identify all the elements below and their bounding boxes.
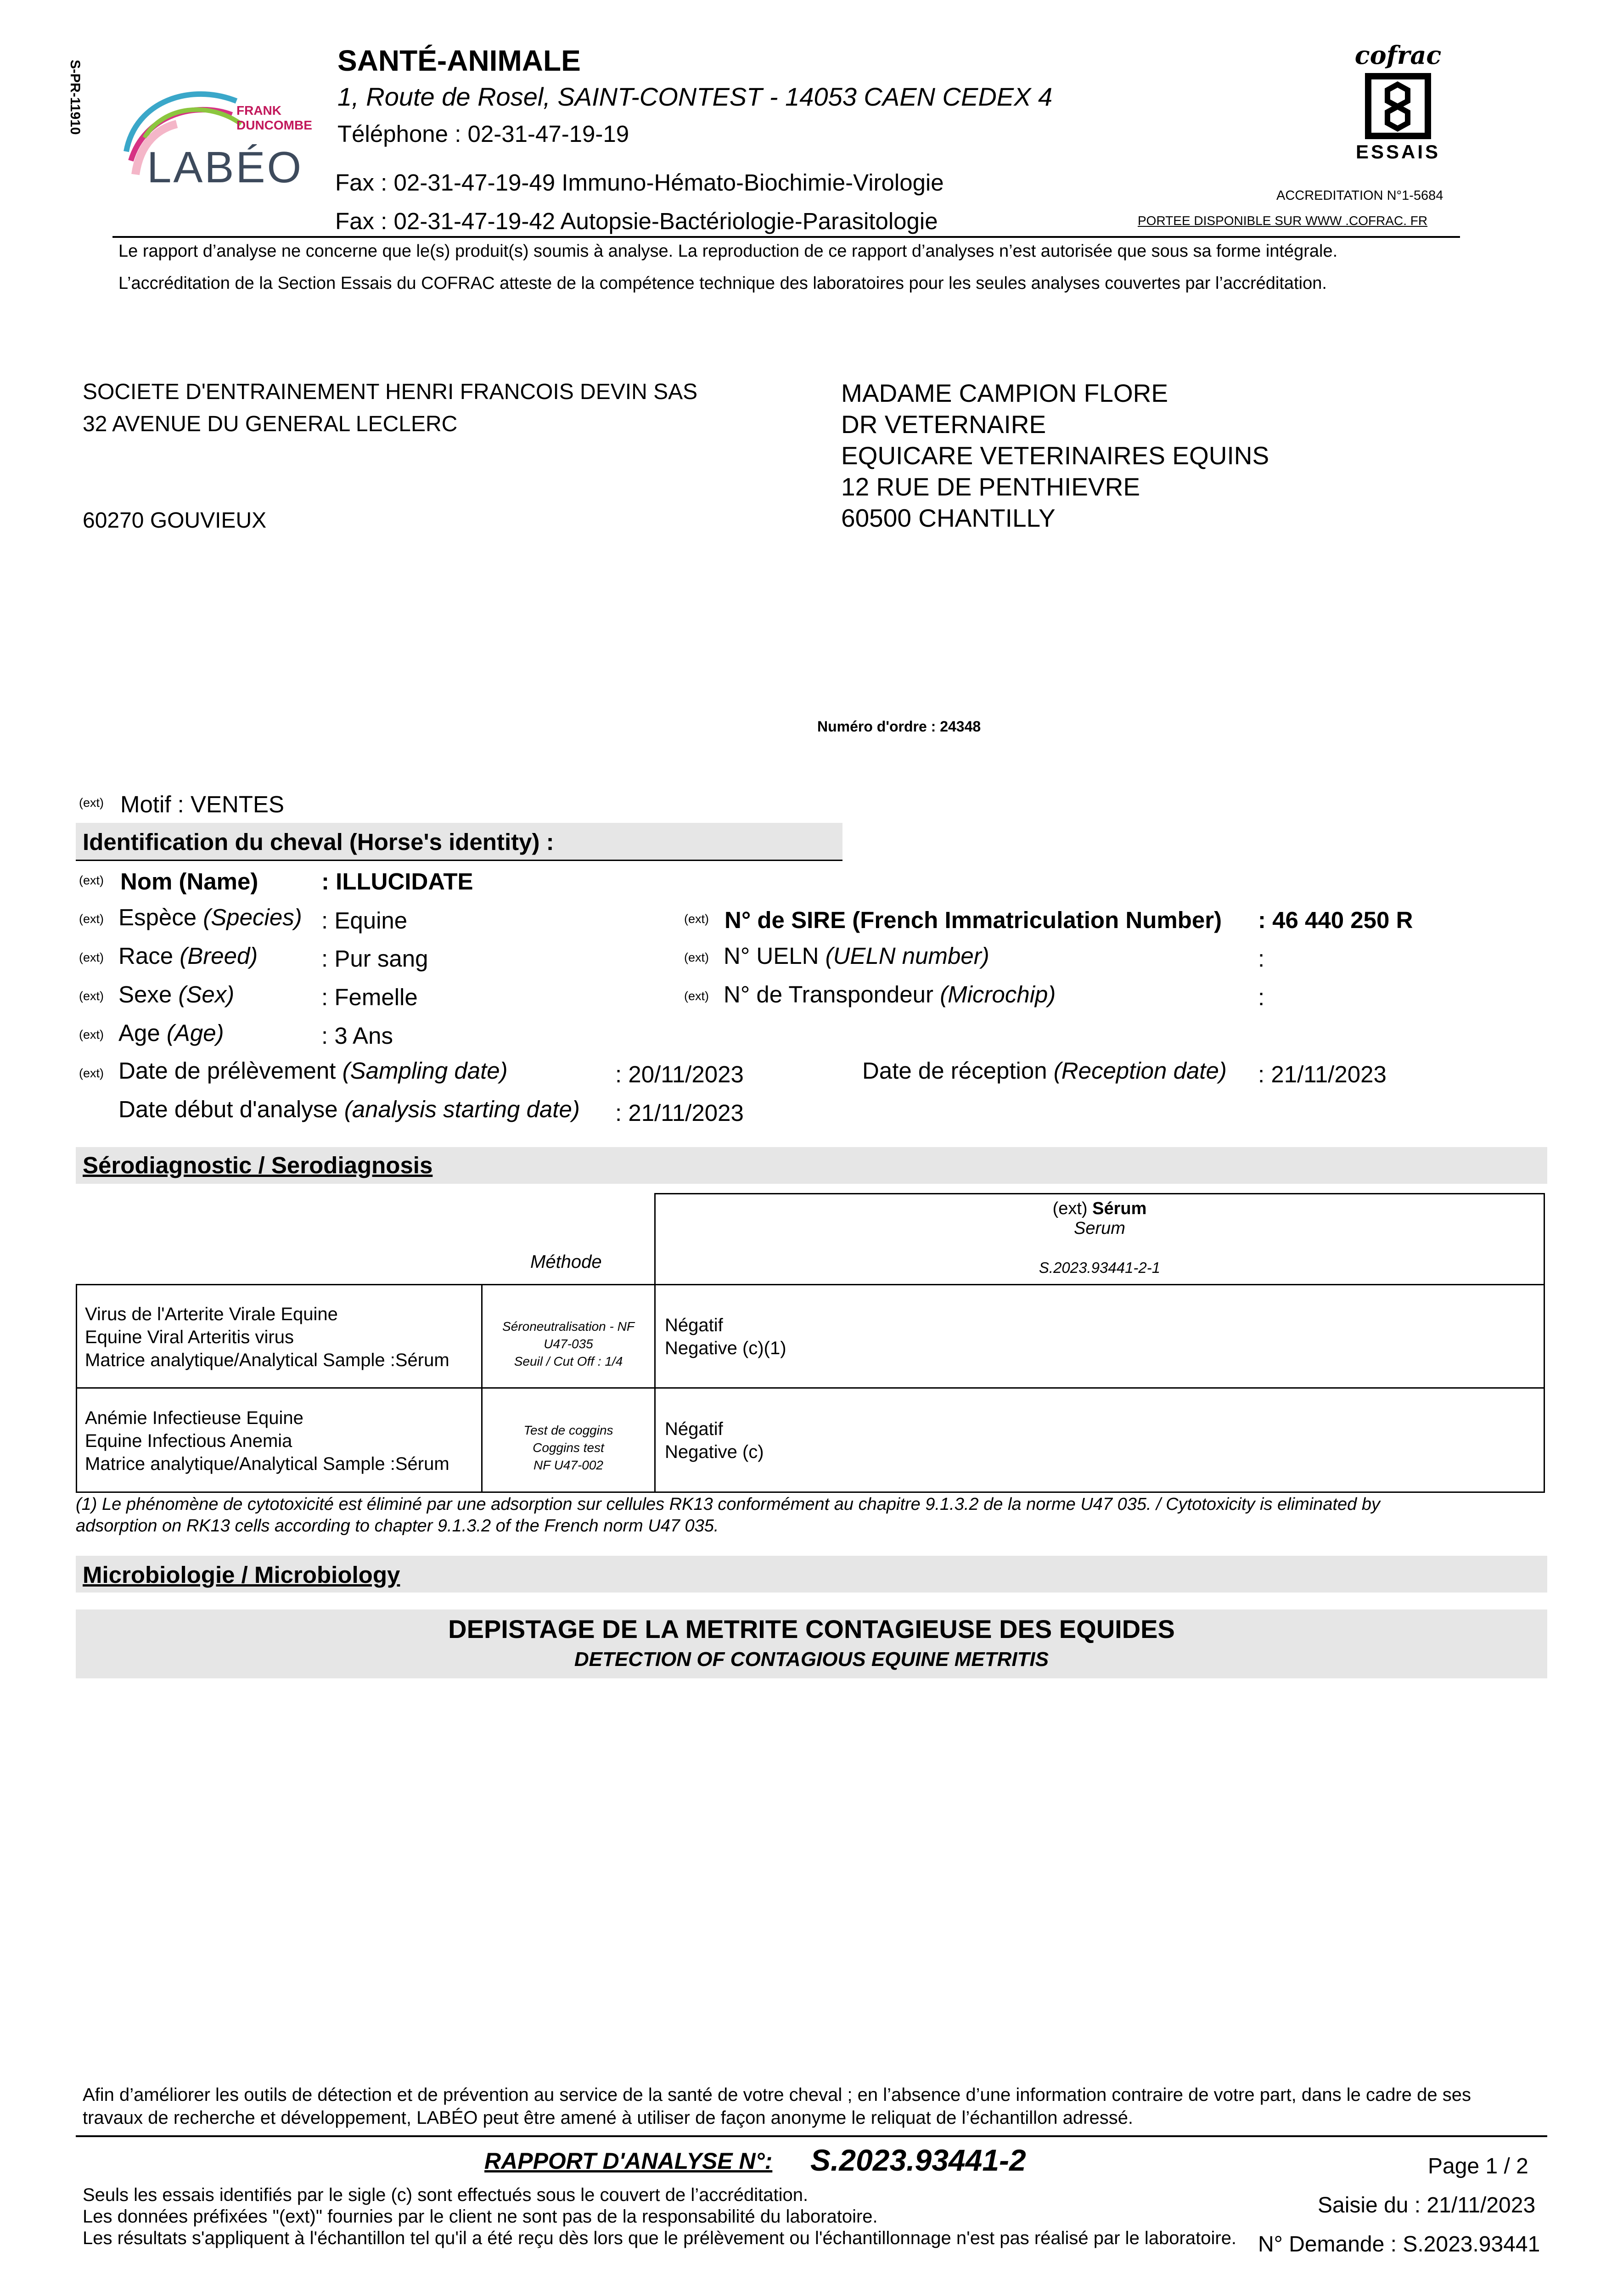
recipient-line-5: 60500 CHANTILLY (841, 504, 1056, 532)
row-2-result-2: Negative (c) (665, 1442, 764, 1462)
motif: Motif : VENTES (120, 791, 285, 817)
entry-date: Saisie du : 21/11/2023 (1318, 2193, 1536, 2217)
reception-date-value: : 21/11/2023 (1258, 1061, 1387, 1087)
recipient-line-3: EQUICARE VETERINAIRES EQUINS (841, 441, 1269, 470)
serodiagnostic-header-bar (76, 1147, 1547, 1184)
cofrac-logo-essais: ESSAIS (1355, 141, 1441, 163)
name-ext-tag: (ext) (79, 873, 104, 887)
age-label (118, 1019, 224, 1047)
breed-label-fr: Race (118, 943, 174, 969)
transponder-ext-tag: (ext) (684, 989, 709, 1003)
sex-label (118, 981, 234, 1008)
sample-header (654, 1199, 1545, 1219)
analysis-label-en: (analysis starting date) (344, 1096, 580, 1122)
horse-name-value: : ILLUCIDATE (321, 868, 473, 895)
row-2-test-name-2: Equine Infectious Anemia (85, 1431, 292, 1451)
microbiology-header-bar (76, 1556, 1547, 1593)
ueln-label-fr: N° UELN (724, 943, 819, 969)
breed-ext-tag: (ext) (79, 951, 104, 964)
ueln-label (724, 942, 989, 969)
reception-date-label (862, 1057, 1227, 1084)
motif-ext-tag: (ext) (79, 796, 104, 810)
metritis-test-title: DEPISTAGE DE LA METRITE CONTAGIEUSE DES EQUIDES (448, 1615, 1175, 1643)
sampling-date-value: : 20/11/2023 (615, 1061, 744, 1087)
row-2-method-1: Test de coggins (523, 1423, 613, 1437)
owner-line-1: SOCIETE D'ENTRAINEMENT HENRI FRANCOIS DEVIN SAS (83, 380, 698, 404)
footnote-line-2: adsorption on RK13 cells according to chapter 9.1.3.2 of the French norm U47 035. (76, 1516, 719, 1536)
owner-line-2: 32 AVENUE DU GENERAL LECLERC (83, 412, 458, 436)
ueln-value: : (1258, 945, 1265, 972)
cofrac-accreditation: ACCREDITATION N°1-5684 (1276, 188, 1443, 203)
row-2-method-3: NF U47-002 (533, 1458, 603, 1472)
sire-value: : 46 440 250 R (1258, 907, 1413, 933)
ueln-label-en: (UELN number) (825, 943, 989, 969)
labeo-logo-frank: FRANK (236, 103, 281, 118)
sample-id: S.2023.93441-2-1 (1039, 1259, 1161, 1276)
sex-label-en: (Sex) (178, 981, 235, 1007)
lab-fax-1: Fax : 02-31-47-19-49 Immuno-Hémato-Biochimie-Virologie (335, 169, 944, 196)
lab-address: 1, Route de Rosel, SAINT-CONTEST - 14053 CAEN CEDEX 4 (337, 82, 1053, 111)
recipient-line-4: 12 RUE DE PENTHIEVRE (841, 473, 1140, 501)
analysis-label-fr: Date début d'analyse (118, 1096, 338, 1122)
footnote-line-1: (1) Le phénomène de cytotoxicité est éliminé par une adsorption sur cellules RK13 conformément au chapitre 9.1.3.2 de la norme U47 035. / Cytotoxicity is eliminated by (76, 1495, 1380, 1514)
microbiology-title: Microbiologie / Microbiology (83, 1562, 400, 1588)
row-1-method-3: Seuil / Cut Off : 1/4 (514, 1354, 623, 1368)
footer-note-2: Les données préfixées "(ext)" fournies par le client ne sont pas de la responsabilité du laboratoire. (83, 2206, 878, 2227)
report-number: S.2023.93441-2 (810, 2143, 1026, 2177)
analysis-date-label (118, 1096, 580, 1123)
metritis-test-title-en: DETECTION OF CONTAGIOUS EQUINE METRITIS (574, 1648, 1049, 1671)
row-2-method-2: Coggins test (533, 1441, 604, 1455)
disclaimer-line-2: L’accréditation de la Section Essais du COFRAC atteste de la compétence technique des laboratoires pour les seules analyses couvertes par l’accréditation. (118, 274, 1327, 293)
labeo-logo-name: LABÉO (147, 143, 303, 192)
species-value: : Equine (321, 907, 408, 934)
metritis-test-banner (76, 1609, 1547, 1678)
sire-label: N° de SIRE (French Immatriculation Number) (724, 907, 1222, 933)
recipient-line-1: MADAME CAMPION FLORE (841, 379, 1168, 407)
table-row-1 (76, 1284, 1545, 1389)
footer-note-1: Seuls les essais identifiés par le sigle (c) sont effectués sous le couvert de l’accréditation. (83, 2185, 809, 2205)
sampling-date-label (118, 1057, 508, 1084)
order-number: Numéro d'ordre : 24348 (817, 718, 981, 735)
request-number: N° Demande : S.2023.93441 (1258, 2232, 1540, 2257)
cofrac-portee: PORTEE DISPONIBLE SUR WWW .COFRAC. FR (1138, 214, 1428, 228)
research-notice-line-2: travaux de recherche et développement, LABÉO peut être amené à utiliser de façon anonyme le reliquat de l’échantillon adressé. (83, 2108, 1134, 2128)
row-2-test-name-3: Matrice analytique/Analytical Sample :Sérum (85, 1454, 449, 1474)
sex-ext-tag: (ext) (79, 989, 104, 1003)
sampling-label-en: (Sampling date) (342, 1058, 508, 1084)
species-label-en: (Species) (203, 904, 302, 930)
row-1-test-name-2: Equine Viral Arteritis virus (85, 1327, 294, 1347)
sire-ext-tag: (ext) (684, 912, 709, 926)
age-label-en: (Age) (166, 1020, 224, 1046)
age-value: : 3 Ans (321, 1023, 393, 1049)
species-label (118, 904, 302, 931)
horse-name-label: Nom (Name) (120, 868, 258, 895)
row-1-result-2: Negative (c)(1) (665, 1338, 786, 1358)
row-2-test-name-1: Anémie Infectieuse Equine (85, 1408, 303, 1428)
cofrac-logo-text: cofrac (1354, 40, 1442, 70)
species-label-fr: Espèce (118, 904, 197, 930)
row-1-method-1: Séroneutralisation - NF (502, 1319, 635, 1334)
breed-label-en: (Breed) (180, 943, 258, 969)
sample-ext-tag: (ext) (1052, 1199, 1088, 1218)
method-header: Méthode (530, 1252, 602, 1272)
sampling-ext-tag: (ext) (79, 1066, 104, 1080)
footer-note-3: Les résultats s'appliquent à l'échantillon tel qu'il a été reçu dès lors que le prélèvement ou l'échantillonnage n'est pas réalisé par le laboratoire. (83, 2228, 1237, 2248)
table-row-2 (76, 1387, 1545, 1493)
species-ext-tag: (ext) (79, 912, 104, 926)
analysis-date-value: : 21/11/2023 (615, 1100, 744, 1126)
age-ext-tag: (ext) (79, 1028, 104, 1041)
sex-label-fr: Sexe (118, 981, 172, 1007)
row-1-test-name-3: Matrice analytique/Analytical Sample :Sérum (85, 1350, 449, 1370)
labeo-logo (117, 73, 324, 193)
breed-value: : Pur sang (321, 945, 428, 972)
side-code: S-PR-11910 (67, 60, 83, 135)
identification-header-bar (76, 823, 842, 861)
header-rule (112, 236, 1460, 238)
reception-label-en: (Reception date) (1053, 1058, 1227, 1084)
transponder-value: : (1258, 984, 1265, 1010)
sampling-label-fr: Date de prélèvement (118, 1058, 336, 1084)
row-1-divider-b (654, 1284, 656, 1389)
labeo-logo-duncombe: DUNCOMBE (236, 118, 312, 132)
row-1-result-1: Négatif (665, 1315, 723, 1335)
transponder-label-fr: N° de Transpondeur (724, 981, 934, 1007)
disclaimer-line-1: Le rapport d’analyse ne concerne que le(s) produit(s) soumis à analyse. La reproduction de ce rapport d’analyses n’est autorisée que sous sa forme intégrale. (118, 242, 1338, 261)
breed-label (118, 942, 258, 969)
transponder-label (724, 981, 1056, 1008)
sample-name-en: Serum (1074, 1219, 1125, 1238)
identification-header: Identification du cheval (Horse's identity) : (83, 829, 554, 855)
reception-label-fr: Date de réception (862, 1058, 1047, 1084)
row-2-result-1: Négatif (665, 1419, 723, 1439)
recipient-line-2: DR VETERNAIRE (841, 410, 1046, 439)
cofrac-logo (1354, 41, 1442, 179)
lab-fax-2: Fax : 02-31-47-19-42 Autopsie-Bactériologie-Parasitologie (335, 208, 938, 234)
serodiagnostic-title: Sérodiagnostic / Serodiagnosis (83, 1152, 433, 1178)
row-1-test-name-1: Virus de l'Arterite Virale Equine (85, 1304, 338, 1324)
owner-line-3: 60270 GOUVIEUX (83, 508, 267, 533)
page-number: Page 1 / 2 (1428, 2154, 1528, 2178)
ueln-ext-tag: (ext) (684, 951, 709, 964)
row-1-method-2: U47-035 (544, 1337, 593, 1351)
footer-rule (76, 2135, 1547, 2137)
lab-phone: Téléphone : 02-31-47-19-19 (337, 121, 629, 147)
sample-name: Sérum (1092, 1199, 1147, 1218)
row-2-divider-b (654, 1387, 656, 1493)
report-label: RAPPORT D'ANALYSE N°: (484, 2148, 773, 2174)
lab-name: SANTÉ-ANIMALE (337, 44, 581, 77)
age-label-fr: Age (118, 1020, 160, 1046)
research-notice-line-1: Afin d’améliorer les outils de détection et de prévention au service de la santé de votre cheval ; en l’absence d’une information contraire de votre part, dans le cadre de ses (83, 2085, 1471, 2105)
transponder-label-en: (Microchip) (940, 981, 1056, 1007)
cofrac-hexagon-icon (1364, 72, 1432, 141)
sex-value: : Femelle (321, 984, 418, 1010)
